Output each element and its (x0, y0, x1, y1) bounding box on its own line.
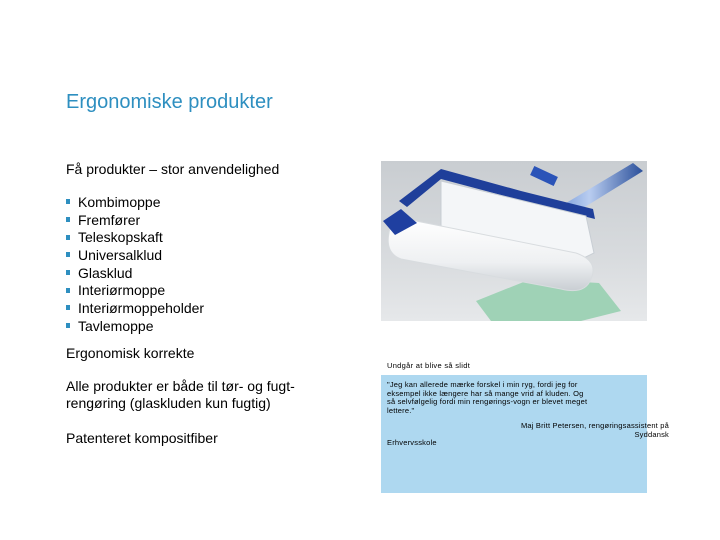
list-item (66, 281, 204, 299)
list-item-label: Universalklud (78, 246, 163, 263)
bullet-icon (66, 252, 70, 257)
testimonial-organization: Erhvervsskole (387, 438, 437, 447)
fiber-text: Patenteret kompositfiber (66, 430, 218, 446)
bullet-icon (66, 235, 70, 240)
list-item (66, 299, 204, 317)
bullet-icon (66, 305, 70, 310)
usage-text: Alle produkter er både til tør- og fugt-rengøring (glaskluden kun fugtig) (66, 378, 295, 411)
bullet-icon (66, 323, 70, 328)
list-item-label: Fremfører (78, 211, 141, 228)
bullet-icon (66, 199, 70, 204)
product-list (66, 193, 204, 335)
list-item (66, 211, 204, 229)
list-item (66, 246, 204, 264)
testimonial-person: Maj Britt Petersen, rengøringsassistent på Syddansk (520, 421, 669, 439)
list-item-label: Tavlemoppe (78, 317, 154, 334)
list-item (66, 317, 204, 335)
list-item-label: Interiørmoppe (78, 282, 166, 299)
slide-title: Ergonomiske produkter (66, 91, 273, 113)
bullet-icon (66, 288, 70, 293)
testimonial-caption: Undgår at blive så slidt (387, 361, 471, 370)
list-item-label: Interiørmoppeholder (78, 299, 205, 316)
bullet-icon (66, 217, 70, 222)
list-item (66, 193, 204, 211)
list-item-label: Teleskopskaft (78, 229, 163, 246)
bullet-icon (66, 270, 70, 275)
list-item (66, 228, 204, 246)
slide-subtitle: Få produkter – stor anvendelighed (66, 161, 280, 177)
mop-product-photo (381, 161, 647, 321)
testimonial-quote: "Jeg kan allerede mærke forskel i min ryg, fordi jeg for eksempel ikke længere har så mange vrid af kluden. Og så selvfølgelig fordi min rengørings-vogn er blevet meget lettere." (387, 380, 588, 415)
ergonomic-heading: Ergonomisk korrekte (66, 345, 195, 361)
list-item (66, 264, 204, 282)
list-item-label: Glasklud (78, 264, 133, 281)
mop-illustration-icon (381, 161, 647, 321)
testimonial-box (381, 375, 669, 493)
list-item-label: Kombimoppe (78, 193, 161, 210)
